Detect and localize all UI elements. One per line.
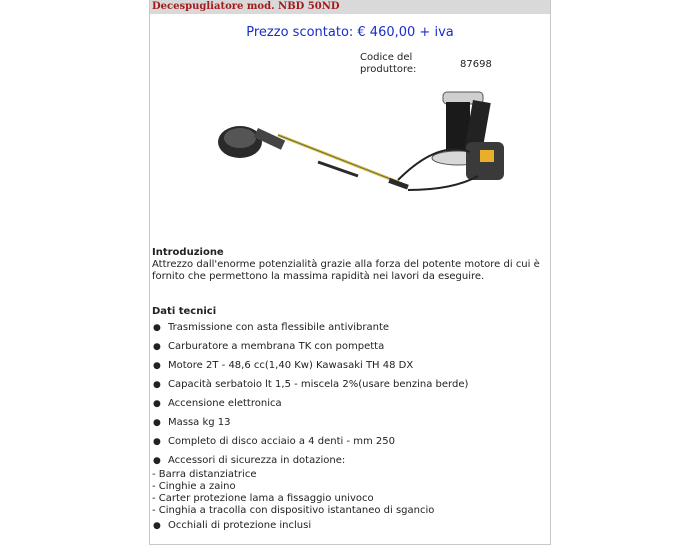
spec-list [152, 322, 548, 539]
bullet-icon: ● [153, 456, 161, 466]
discounted-price: Prezzo scontato: € 460,00 + iva [246, 25, 454, 40]
intro-section [152, 247, 548, 283]
accessory-item: - Cinghie a zaino [152, 481, 236, 492]
bullet-icon: ● [153, 399, 161, 409]
list-item: ● Accensione elettronica [153, 398, 282, 409]
accessories-list [152, 469, 548, 517]
list-item: ● Capacità serbatoio lt 1,5 - miscela 2%(usare benzina berde) [153, 379, 469, 390]
bullet-icon: ● [153, 418, 161, 428]
list-item: ● Completo di disco acciaio a 4 denti - mm 250 [153, 436, 395, 447]
list-item: ● Occhiali di protezione inclusi [153, 520, 312, 531]
list-item: ● Carburatore a membrana TK con pompetta [153, 341, 385, 352]
bullet-icon: ● [153, 380, 161, 390]
manufacturer-code-label: Codice del produttore: [360, 52, 417, 75]
bullet-icon: ● [153, 323, 161, 333]
list-item: ● Motore 2T - 48,6 cc(1,40 Kw) Kawasaki TH 48 DX [153, 360, 414, 371]
list-item-accessories: ● Accessori di sicurezza in dotazione: - Barra distanziatrice - Cinghie a zaino - Carter protezione lama a fissaggio univoco - Cinghia a tracolla con dispositivo istantaneo di sgancio [152, 455, 548, 517]
accessory-item: - Carter protezione lama a fissaggio univoco [152, 493, 374, 504]
accessory-item: - Barra distanziatrice [152, 469, 257, 480]
bullet-icon: ● [153, 521, 161, 531]
intro-text: Attrezzo dall'enorme potenzialità grazie alla forza del potente motore di cui è fornito che permettono la massima rapidità nei lavori da eseguire. [152, 259, 540, 282]
manufacturer-code-value: 87698 [460, 59, 492, 70]
list-item: ● Massa kg 13 [153, 417, 231, 428]
bullet-icon: ● [153, 342, 161, 352]
accessory-item: - Cinghia a tracolla con dispositivo istantaneo di sgancio [152, 505, 435, 516]
list-item: ● Trasmissione con asta flessibile antivibrante [153, 322, 390, 333]
intro-heading: Introduzione [152, 247, 224, 258]
product-title: Decespugliatore mod. NBD 50ND [150, 0, 550, 14]
specs-heading: Dati tecnici [152, 306, 217, 317]
brushcutter-image [208, 80, 508, 230]
bullet-icon: ● [153, 361, 161, 371]
product-box [149, 0, 551, 545]
bullet-icon: ● [153, 437, 161, 447]
